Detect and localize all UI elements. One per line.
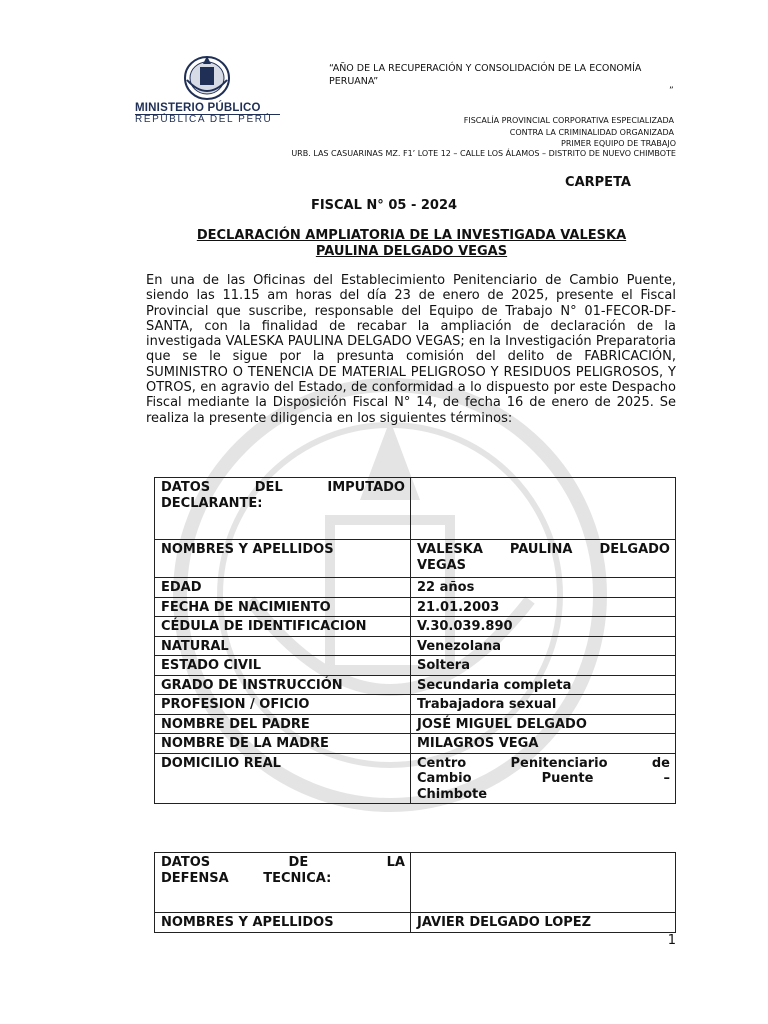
table-row bbox=[155, 695, 676, 715]
year-title-quote: ” bbox=[669, 86, 674, 96]
page-number: 1 bbox=[667, 933, 676, 948]
table-row bbox=[155, 853, 676, 913]
value-text: VALESKA PAULINA DELGADO VEGAS bbox=[417, 542, 670, 573]
label-cell: NOMBRES Y APELLIDOS bbox=[155, 540, 411, 578]
table-row bbox=[155, 913, 676, 933]
ministerio-publico-seal-icon bbox=[177, 52, 237, 100]
table-row bbox=[155, 478, 676, 540]
table-row bbox=[155, 675, 676, 695]
value-cell: Soltera bbox=[411, 656, 676, 676]
value-cell: Secundaria completa bbox=[411, 675, 676, 695]
office-line-2: CONTRA LA CRIMINALIDAD ORGANIZADA bbox=[509, 128, 674, 137]
table-row bbox=[155, 617, 676, 637]
table-row bbox=[155, 540, 676, 578]
logo-line1: MINISTERIO PÚBLICO bbox=[135, 102, 261, 114]
value-cell: 21.01.2003 bbox=[411, 597, 676, 617]
office-line-3: PRIMER EQUIPO DE TRABAJO bbox=[561, 139, 676, 148]
label-cell: CÉDULA DE IDENTIFICACION bbox=[155, 617, 411, 637]
empty-cell bbox=[411, 853, 676, 913]
imputado-table bbox=[154, 477, 676, 804]
year-title: “AÑO DE LA RECUPERACIÓN Y CONSOLIDACIÓN DE LA ECONOMÍA PERUANA” bbox=[329, 63, 642, 87]
logo bbox=[135, 52, 280, 125]
fiscal-number: FISCAL N° 05 - 2024 bbox=[310, 198, 458, 213]
table-row bbox=[155, 597, 676, 617]
value-cell: Venezolana bbox=[411, 636, 676, 656]
value-cell bbox=[411, 753, 676, 804]
label-cell: ESTADO CIVIL bbox=[155, 656, 411, 676]
value-cell: JAVIER DELGADO LOPEZ bbox=[411, 913, 676, 933]
label-cell: FECHA DE NACIMIENTO bbox=[155, 597, 411, 617]
label-cell: EDAD bbox=[155, 578, 411, 598]
label-cell: PROFESION / OFICIO bbox=[155, 695, 411, 715]
value-cell: Trabajadora sexual bbox=[411, 695, 676, 715]
document-title: DECLARACIÓN AMPLIATORIA DE LA INVESTIGADA VALESKA PAULINA DELGADO VEGAS bbox=[196, 228, 627, 259]
label-cell: NATURAL bbox=[155, 636, 411, 656]
label-cell: DOMICILIO REAL bbox=[155, 753, 411, 804]
table-row bbox=[155, 656, 676, 676]
imputado-header: DATOS DEL IMPUTADO DECLARANTE: bbox=[161, 480, 405, 511]
empty-cell bbox=[411, 478, 676, 540]
office-line-1: FISCALÍA PROVINCIAL CORPORATIVA ESPECIALIZADA bbox=[463, 116, 674, 125]
table-row bbox=[155, 753, 676, 804]
label-cell: NOMBRE DE LA MADRE bbox=[155, 734, 411, 754]
value-cell: V.30.039.890 bbox=[411, 617, 676, 637]
defensa-header: DATOS DE LA DEFENSA TECNICA: bbox=[161, 855, 405, 886]
value-cell: MILAGROS VEGA bbox=[411, 734, 676, 754]
table-row bbox=[155, 636, 676, 656]
logo-line2: REPÚBLICA DEL PERÚ bbox=[135, 114, 280, 125]
office-address: URB. LAS CASUARINAS MZ. F1’ LOTE 12 – CALLE LOS ÁLAMOS – DISTRITO DE NUEVO CHIMBOTE bbox=[291, 149, 676, 158]
imputado-header-cell bbox=[155, 478, 411, 540]
intro-paragraph: En una de las Oficinas del Establecimiento Penitenciario de Cambio Puente, siendo las 11.15 am horas del día 23 de enero de 2025, presente el Fiscal Provincial que suscribe, responsable del Equipo de Trabajo N° 01-FECOR-DF-SANTA, con la finalidad de recabar la ampliación de declaración de la investigada VALESKA PAULINA DELGADO VEGAS; en la Investigación Preparatoria que se le sigue por la presunta comisión del delito de FABRICACIÓN, SUMINISTRO O TENENCIA DE MATERIAL PELIGROSO Y RESIDUOS PELIGROSOS, Y OTROS, en agravio del Estado, de conformidad a lo dispuesto por este Despacho Fiscal mediante la Disposición Fiscal N° 14, de fecha 16 de enero de 2025. Se realiza la presente diligencia en los siguientes términos: bbox=[146, 273, 676, 426]
value-cell: JOSÉ MIGUEL DELGADO bbox=[411, 714, 676, 734]
defensa-header-cell bbox=[155, 853, 411, 913]
table-row bbox=[155, 578, 676, 598]
carpeta-label: CARPETA bbox=[565, 175, 631, 190]
table-row bbox=[155, 714, 676, 734]
value-text: Centro Penitenciario de Cambio Puente – Chimbote bbox=[417, 755, 670, 802]
label-cell: GRADO DE INSTRUCCIÓN bbox=[155, 675, 411, 695]
value-cell bbox=[411, 540, 676, 578]
label-cell: NOMBRE DEL PADRE bbox=[155, 714, 411, 734]
value-cell: 22 años bbox=[411, 578, 676, 598]
defensa-table bbox=[154, 852, 676, 933]
label-cell: NOMBRES Y APELLIDOS bbox=[155, 913, 411, 933]
table-row bbox=[155, 734, 676, 754]
